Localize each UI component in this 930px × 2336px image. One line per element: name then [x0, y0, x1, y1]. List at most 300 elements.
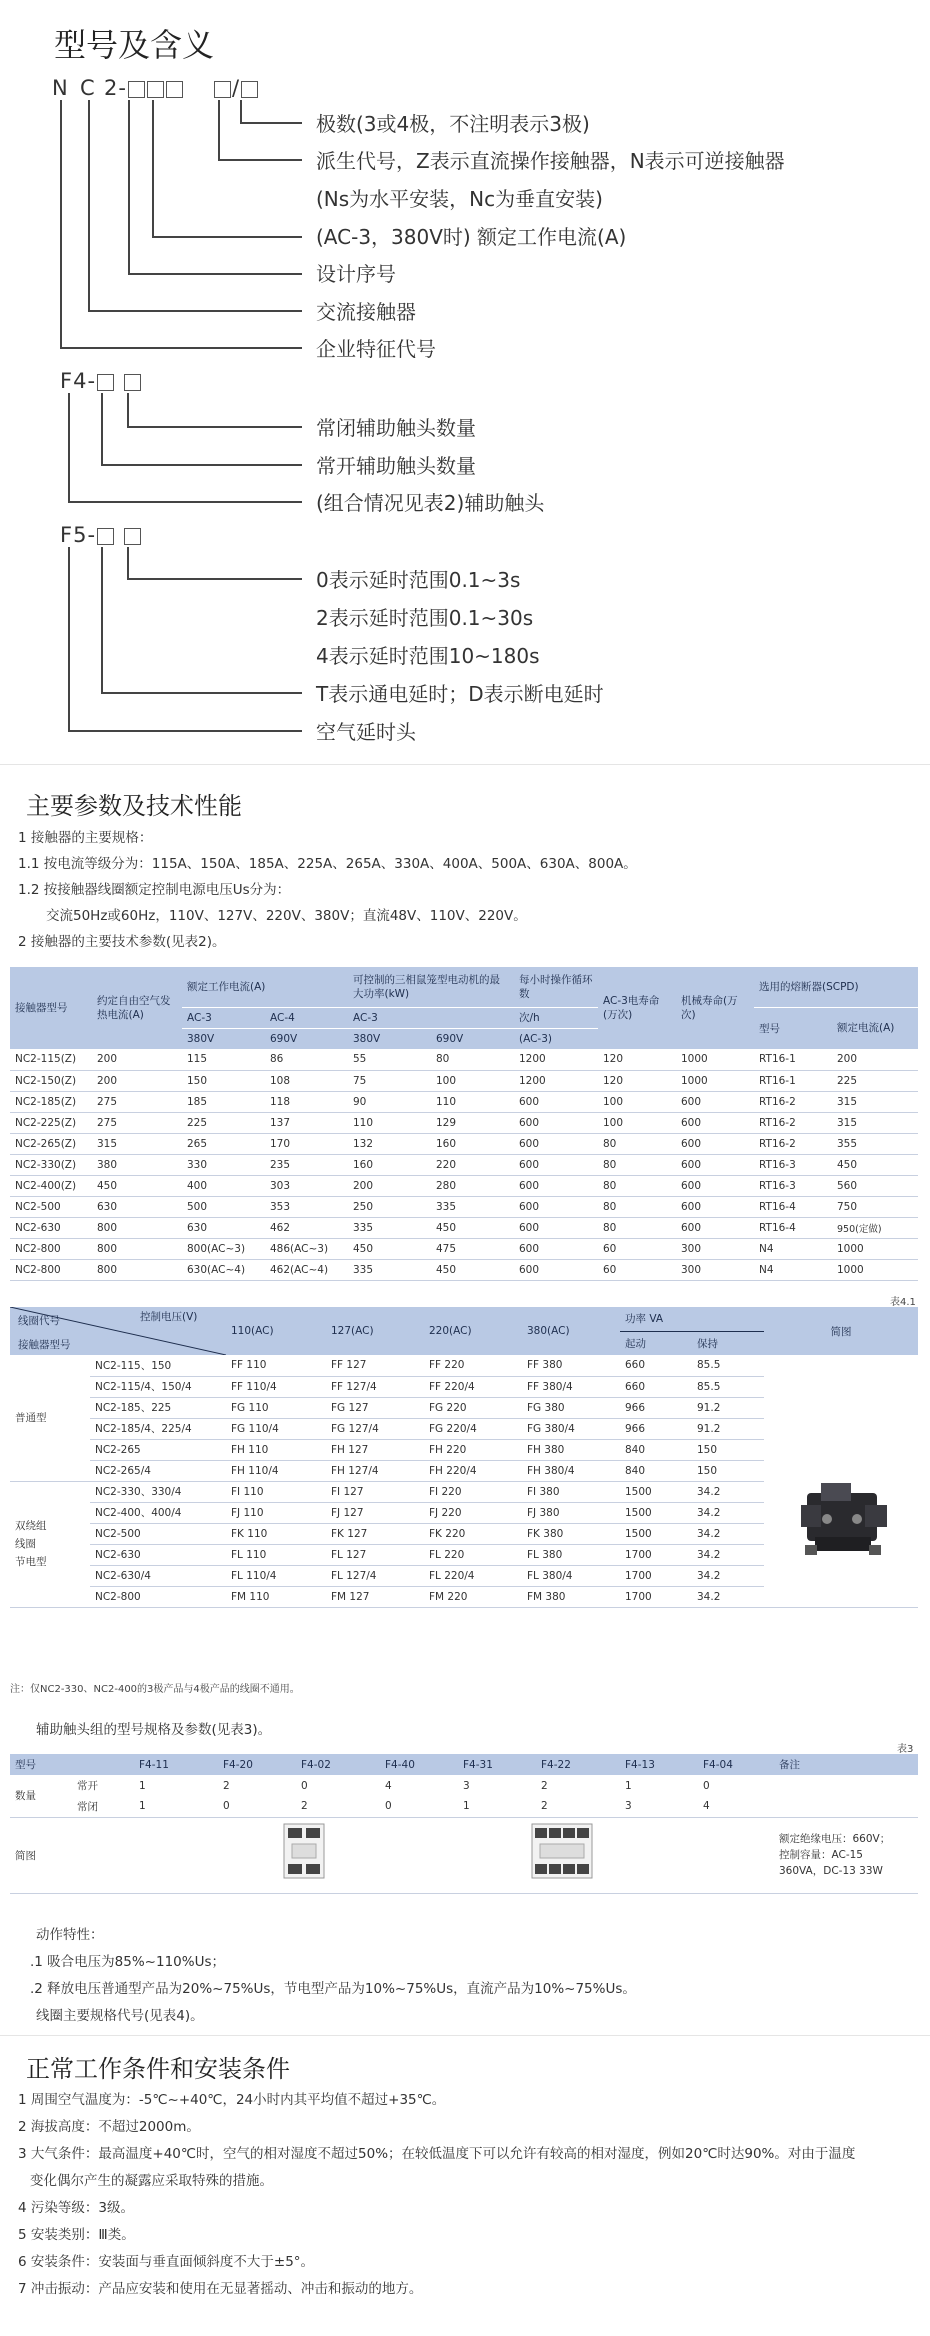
param-line: 1 接触器的主要规格： — [18, 830, 153, 846]
table-cell: FG 127 — [326, 1397, 424, 1418]
table-cell: 280 — [431, 1175, 514, 1196]
table-cell: 225 — [182, 1112, 265, 1133]
table-cell: FF 380/4 — [522, 1376, 620, 1397]
table-cell: 275 — [92, 1112, 182, 1133]
table-cell: 600 — [514, 1175, 598, 1196]
table-cell: FG 220/4 — [424, 1418, 522, 1439]
table-cell: 600 — [514, 1196, 598, 1217]
table-cell: 115 — [182, 1049, 265, 1070]
table-cell: 129 — [431, 1112, 514, 1133]
diag-header-cell — [10, 1307, 226, 1355]
table-cell: 335 — [348, 1259, 431, 1280]
table-cell: FF 110/4 — [226, 1376, 326, 1397]
col-ac4: AC-4 — [265, 1007, 348, 1028]
table-cell: 220 — [431, 1154, 514, 1175]
table-cell: 630 — [182, 1217, 265, 1238]
connector-line — [101, 547, 103, 693]
table-cell: N4 — [754, 1259, 832, 1280]
col-model: 接触器型号 — [15, 1002, 68, 1014]
table-cell: FK 380 — [522, 1523, 620, 1544]
table-cell: NC2-330(Z) — [10, 1154, 92, 1175]
table-cell: 600 — [514, 1238, 598, 1259]
connector-line — [152, 100, 154, 237]
table-cell: 966 — [620, 1397, 692, 1418]
table-cell: 450 — [92, 1175, 182, 1196]
table-cell: FH 380 — [522, 1439, 620, 1460]
table-cell: 0 — [380, 1796, 458, 1817]
table-cell: 60 — [598, 1259, 676, 1280]
table-cell: 200 — [92, 1049, 182, 1070]
table-cell: 355 — [832, 1133, 918, 1154]
table-cell: 108 — [265, 1070, 348, 1091]
f5-item: 空气延时头 — [316, 720, 416, 744]
table-cell: 275 — [92, 1091, 182, 1112]
connector-line — [101, 464, 302, 466]
connector-line — [128, 100, 130, 274]
table-cell: 80 — [598, 1217, 676, 1238]
condition-line: 3 大气条件：最高温度+40℃时，空气的相对湿度不超过50%；在较低温度下可以允许有较高的相对湿度，例如20℃时达90%。对由于温度 — [18, 2146, 856, 2162]
table-cell: 34.2 — [692, 1481, 764, 1502]
table-cell: NC2-800 — [10, 1259, 92, 1280]
col-f4-02: F4-02 — [301, 1758, 331, 1771]
table41-label: 表4.1 — [890, 1297, 916, 1308]
col-f4-11: F4-11 — [139, 1758, 169, 1771]
col-remarks: 备注 — [779, 1759, 800, 1771]
nc-label: 常闭 — [72, 1796, 134, 1817]
table-cell: 85.5 — [692, 1355, 764, 1376]
table-cell: FF 127 — [326, 1355, 424, 1376]
coil-code-label: 线圈代号 — [18, 1315, 60, 1327]
table-cell: 2 — [536, 1796, 620, 1817]
col-mech: 机械寿命(万次) — [681, 995, 738, 1021]
table-cell: 500 — [182, 1196, 265, 1217]
col-type: 型号 — [15, 1759, 36, 1771]
table-cell: 4 — [698, 1796, 774, 1817]
connector-line — [240, 122, 302, 124]
table-cell: NC2-265(Z) — [10, 1133, 92, 1154]
table-cell: RT16-1 — [754, 1049, 832, 1070]
nc-item: 极数(3或4极，不注明表示3极) — [316, 112, 590, 136]
table-cell: NC2-115/4、150/4 — [90, 1376, 226, 1397]
connector-line — [88, 100, 90, 311]
connector-line — [68, 393, 70, 502]
table-cell: 335 — [431, 1196, 514, 1217]
f5-item: T表示通电延时；D表示断电延时 — [316, 682, 604, 706]
col-freq-ac3: (AC-3) — [514, 1028, 598, 1049]
table-cell: 315 — [832, 1112, 918, 1133]
table-cell: 600 — [676, 1091, 754, 1112]
table-cell: FM 220 — [424, 1586, 522, 1607]
table-cell: RT16-3 — [754, 1154, 832, 1175]
f5-item: 4表示延时范围10~180s — [316, 644, 540, 668]
table-cell: NC2-630 — [90, 1544, 226, 1565]
table-cell: 137 — [265, 1112, 348, 1133]
placeholder-box — [124, 528, 141, 545]
table-cell: NC2-115(Z) — [10, 1049, 92, 1070]
table-cell: 200 — [832, 1049, 918, 1070]
section-title-model: 型号及含义 — [54, 26, 215, 64]
table-cell: 660 — [620, 1376, 692, 1397]
remark-line: 控制容量：AC-15 — [779, 1849, 863, 1861]
table-cell: 75 — [348, 1070, 431, 1091]
table-cell: 1700 — [620, 1544, 692, 1565]
f4-item: (组合情况见表2)辅助触头 — [316, 491, 545, 515]
table-cell: 600 — [676, 1175, 754, 1196]
table-cell: NC2-400(Z) — [10, 1175, 92, 1196]
table-cell: 1500 — [620, 1481, 692, 1502]
action-line: 动作特性： — [36, 1927, 104, 1943]
connector-line — [127, 547, 129, 579]
table-cell: 1 — [139, 1779, 146, 1792]
nc-code — [52, 76, 69, 100]
table-cell: 800 — [92, 1259, 182, 1280]
table-row — [10, 1217, 918, 1238]
table-cell: 1 — [625, 1779, 632, 1792]
col-fuse-current: 额定电流(A) — [832, 1007, 918, 1049]
table-cell: 118 — [265, 1091, 348, 1112]
connector-line — [68, 730, 302, 732]
table-cell: FH 220/4 — [424, 1460, 522, 1481]
table-cell: 0 — [703, 1779, 710, 1792]
table-cell: 80 — [598, 1154, 676, 1175]
connector-line — [101, 393, 103, 465]
condition-line: 1 周围空气温度为：-5℃~+40℃，24小时内其平均值不超过+35℃。 — [18, 2092, 446, 2108]
connector-line — [60, 100, 62, 348]
table-cell: 600 — [514, 1112, 598, 1133]
table-cell: 80 — [598, 1133, 676, 1154]
table-cell: FI 127 — [326, 1481, 424, 1502]
table-cell: FF 220/4 — [424, 1376, 522, 1397]
table-cell: 91.2 — [692, 1418, 764, 1439]
nc-code-dash: 2- — [104, 76, 127, 100]
params-table — [10, 967, 918, 1281]
col-f4-31: F4-31 — [463, 1758, 493, 1771]
connector-line — [68, 547, 70, 731]
connector-line — [152, 236, 302, 238]
table-cell: NC2-330、330/4 — [90, 1481, 226, 1502]
table-cell: FK 127 — [326, 1523, 424, 1544]
table-cell: 120 — [598, 1070, 676, 1091]
condition-line: 5 安装类别：Ⅲ类。 — [18, 2227, 135, 2243]
f5-code-prefix: F5- — [60, 523, 97, 547]
placeholder-box — [124, 374, 141, 391]
table-cell: 1000 — [832, 1259, 918, 1280]
table-cell: 600 — [676, 1196, 754, 1217]
table-cell: 200 — [348, 1175, 431, 1196]
table-cell: 630(AC~4) — [182, 1259, 265, 1280]
table-cell: 100 — [431, 1070, 514, 1091]
table-cell: FL 110/4 — [226, 1565, 326, 1586]
table-cell: FF 220 — [424, 1355, 522, 1376]
table-cell: 1000 — [676, 1070, 754, 1091]
col-f4-22: F4-22 — [541, 1758, 571, 1771]
table-cell: 225 — [832, 1070, 918, 1091]
table-cell: FM 127 — [326, 1586, 424, 1607]
connector-line — [218, 159, 302, 161]
connector-line — [60, 347, 302, 349]
table-cell: 800 — [92, 1217, 182, 1238]
param-line: 1.1 按电流等级分为：115A、150A、185A、225A、265A、330A、400A、500A、630A、800A。 — [18, 856, 637, 872]
control-voltage-label: 控制电压(V) — [140, 1311, 198, 1323]
table-cell: NC2-265/4 — [90, 1460, 226, 1481]
table-cell: 150 — [692, 1439, 764, 1460]
connector-line — [218, 100, 220, 160]
table-cell: 462(AC~4) — [265, 1259, 348, 1280]
table-cell: FL 380 — [522, 1544, 620, 1565]
table-cell: RT16-4 — [754, 1217, 832, 1238]
table-cell: NC2-185/4、225/4 — [90, 1418, 226, 1439]
table-cell: NC2-150(Z) — [10, 1070, 92, 1091]
nc-code-rest — [104, 76, 184, 100]
table-cell: 462 — [265, 1217, 348, 1238]
table-cell: 1000 — [676, 1049, 754, 1070]
table-cell: NC2-800 — [90, 1586, 226, 1607]
table-cell: FJ 127 — [326, 1502, 424, 1523]
table-cell: 660 — [620, 1355, 692, 1376]
table-cell: 750 — [832, 1196, 918, 1217]
placeholder-box — [241, 81, 258, 98]
table-cell: 34.2 — [692, 1544, 764, 1565]
connector-line — [127, 426, 302, 428]
f5-item: 0表示延时范围0.1~3s — [316, 568, 521, 592]
table-cell: 250 — [348, 1196, 431, 1217]
table-cell: RT16-2 — [754, 1112, 832, 1133]
condition-line: 2 海拔高度：不超过2000m。 — [18, 2119, 200, 2135]
remark-line: 360VA，DC-13 33W — [779, 1865, 883, 1877]
col-freq-unit: 次/h — [514, 1007, 598, 1028]
table-cell: 0 — [218, 1796, 296, 1817]
table-cell: NC2-185(Z) — [10, 1091, 92, 1112]
table-cell: 600 — [676, 1112, 754, 1133]
table-cell: 600 — [676, 1217, 754, 1238]
table-cell: 0 — [301, 1779, 308, 1792]
connector-line — [128, 273, 302, 275]
col-start: 起动 — [620, 1331, 692, 1355]
table-cell: 560 — [832, 1175, 918, 1196]
col-freq: 每小时操作循环数 — [519, 973, 593, 1000]
col-690v: 690V — [265, 1028, 348, 1049]
table-cell: 150 — [692, 1460, 764, 1481]
table3-intro: 辅助触头组的型号规格及参数(见表3)。 — [36, 1722, 272, 1738]
table-cell: FI 380 — [522, 1481, 620, 1502]
table-cell: 1500 — [620, 1523, 692, 1544]
table-cell: 486(AC~3) — [265, 1238, 348, 1259]
group-label-line: 双绕组 — [15, 1520, 47, 1532]
table-header-row — [10, 1307, 918, 1331]
col-rated: 额定工作电流(A) — [187, 980, 266, 993]
table-cell: RT16-4 — [754, 1196, 832, 1217]
table-cell: FM 110 — [226, 1586, 326, 1607]
table-cell: 300 — [676, 1259, 754, 1280]
table-cell: FJ 220 — [424, 1502, 522, 1523]
table-cell: NC2-500 — [10, 1196, 92, 1217]
f4-item: 常开辅助触头数量 — [316, 454, 476, 478]
table-cell: 34.2 — [692, 1523, 764, 1544]
f5-code — [60, 523, 142, 547]
table-row — [10, 1817, 918, 1893]
table-cell: RT16-2 — [754, 1091, 832, 1112]
table-cell: FI 110 — [226, 1481, 326, 1502]
table3-label: 表3 — [897, 1744, 914, 1755]
table-cell: 132 — [348, 1133, 431, 1154]
table-cell: 800 — [92, 1238, 182, 1259]
connector-line — [127, 393, 129, 427]
table-cell: NC2-115、150 — [90, 1355, 226, 1376]
figure-cell — [134, 1817, 774, 1893]
nc-item: 企业特征代号 — [316, 337, 436, 361]
table-cell: 120 — [598, 1049, 676, 1070]
table-cell: 3 — [620, 1796, 698, 1817]
table-cell: 4 — [385, 1779, 392, 1792]
table-cell: 1 — [134, 1796, 218, 1817]
table-cell: 475 — [431, 1238, 514, 1259]
table-cell: FH 110 — [226, 1439, 326, 1460]
col-110: 110(AC) — [231, 1325, 274, 1337]
table-row — [10, 1259, 918, 1280]
section-title-conditions: 正常工作条件和安装条件 — [26, 2055, 290, 2083]
table-row — [10, 1175, 918, 1196]
table-cell: 185 — [182, 1091, 265, 1112]
table-cell: FG 380/4 — [522, 1418, 620, 1439]
table-cell: FK 220 — [424, 1523, 522, 1544]
table-cell: 1700 — [620, 1565, 692, 1586]
aux-contact-table — [10, 1754, 918, 1894]
table-cell: 840 — [620, 1460, 692, 1481]
col-thermal: 约定自由空气发热电流(A) — [97, 995, 171, 1021]
table-cell: FG 380 — [522, 1397, 620, 1418]
table-cell: FL 220 — [424, 1544, 522, 1565]
nc-code-slash: / — [232, 76, 241, 100]
table-cell: 265 — [182, 1133, 265, 1154]
group-label-saving — [10, 1481, 90, 1607]
table-cell: N4 — [754, 1238, 832, 1259]
group-label-line: 线圈 — [15, 1538, 36, 1550]
table-cell: FG 220 — [424, 1397, 522, 1418]
action-line: 线圈主要规格代号(见表4)。 — [36, 2008, 204, 2024]
table-row — [10, 1112, 918, 1133]
f4-code-prefix: F4- — [60, 369, 97, 393]
table-cell: 303 — [265, 1175, 348, 1196]
table-header-row — [10, 1754, 918, 1775]
table-cell: NC2-225(Z) — [10, 1112, 92, 1133]
table-cell: 1000 — [832, 1238, 918, 1259]
table-cell: NC2-800 — [10, 1238, 92, 1259]
table-cell: 600 — [514, 1259, 598, 1280]
table-cell: FK 110 — [226, 1523, 326, 1544]
connector-line — [68, 501, 302, 503]
nc-item: (AC-3，380V时) 额定工作电流(A) — [316, 225, 627, 249]
condition-line: 变化偶尔产生的凝露应采取特殊的措施。 — [30, 2173, 273, 2189]
placeholder-box — [97, 374, 114, 391]
placeholder-box — [147, 81, 164, 98]
connector-line — [88, 310, 302, 312]
table-cell: RT16-3 — [754, 1175, 832, 1196]
table-row — [10, 1154, 918, 1175]
table-cell: 2 — [296, 1796, 380, 1817]
col-ac3: AC-3 — [182, 1007, 265, 1028]
table-row — [10, 1775, 918, 1796]
table-cell: NC2-185、225 — [90, 1397, 226, 1418]
model-label: 接触器型号 — [18, 1339, 71, 1351]
table-cell: 80 — [431, 1049, 514, 1070]
table-cell: FH 380/4 — [522, 1460, 620, 1481]
table-cell: 966 — [620, 1418, 692, 1439]
table-cell: 34.2 — [692, 1502, 764, 1523]
col-127: 127(AC) — [331, 1325, 374, 1337]
action-line: .1 吸合电压为85%~110%Us； — [30, 1954, 225, 1970]
table-cell: 800(AC~3) — [182, 1238, 265, 1259]
section-title-params: 主要参数及技术性能 — [26, 792, 242, 820]
col-figure: 简图 — [830, 1325, 852, 1338]
table-cell: 1 — [458, 1796, 536, 1817]
table-cell: 330 — [182, 1154, 265, 1175]
table-cell: 80 — [598, 1196, 676, 1217]
remarks-cell — [774, 1817, 918, 1893]
table-cell: 1200 — [514, 1049, 598, 1070]
table-cell: 90 — [348, 1091, 431, 1112]
table-cell: 235 — [265, 1154, 348, 1175]
placeholder-box — [128, 81, 145, 98]
table-row — [10, 1091, 918, 1112]
table-cell: RT16-1 — [754, 1070, 832, 1091]
condition-line: 7 冲击振动：产品应安装和使用在无显著摇动、冲击和振动的地方。 — [18, 2281, 423, 2297]
table-cell: FL 380/4 — [522, 1565, 620, 1586]
table-cell: 1700 — [620, 1586, 692, 1607]
table-cell: 600 — [514, 1133, 598, 1154]
table-cell: 34.2 — [692, 1565, 764, 1586]
col-fuse: 选用的熔断器(SCPD) — [759, 980, 859, 993]
table-cell: 600 — [676, 1154, 754, 1175]
group-label-line: 节电型 — [15, 1556, 47, 1568]
connector-line — [101, 692, 302, 694]
col-f4-04: F4-04 — [703, 1758, 733, 1771]
table-row — [10, 1049, 918, 1070]
condition-line: 6 安装条件：安装面与垂直面倾斜度不大于±5°。 — [18, 2254, 315, 2270]
figure-label: 简图 — [10, 1817, 134, 1893]
table-cell: NC2-500 — [90, 1523, 226, 1544]
table-cell: 1200 — [514, 1070, 598, 1091]
table-row — [10, 1196, 918, 1217]
table-cell: FH 127/4 — [326, 1460, 424, 1481]
table-cell: 950(定做) — [832, 1217, 918, 1238]
table-cell: 600 — [514, 1091, 598, 1112]
table-cell: 91.2 — [692, 1397, 764, 1418]
table-cell: 100 — [598, 1112, 676, 1133]
aux-contact-image — [530, 1822, 594, 1880]
section-divider — [0, 764, 930, 765]
table-cell: 160 — [431, 1133, 514, 1154]
table-cell: 400 — [182, 1175, 265, 1196]
table-cell: 315 — [832, 1091, 918, 1112]
placeholder-box — [97, 528, 114, 545]
col-power: 可控制的三相鼠笼型电动机的最大功率(kW) — [353, 973, 500, 1000]
f5-item: 2表示延时范围0.1~30s — [316, 606, 534, 630]
table-cell: FL 110 — [226, 1544, 326, 1565]
table-cell: FG 110 — [226, 1397, 326, 1418]
table-cell: FJ 380 — [522, 1502, 620, 1523]
table-cell: 80 — [598, 1175, 676, 1196]
table-cell: 150 — [182, 1070, 265, 1091]
col-power-ac3: AC-3 — [348, 1007, 514, 1028]
nc-item: 派生代号，Z表示直流操作接触器，N表示可逆接触器 — [316, 149, 785, 173]
col-690v: 690V — [431, 1028, 514, 1049]
table-cell: NC2-630/4 — [90, 1565, 226, 1586]
remark-line: 额定绝缘电压：660V； — [779, 1833, 891, 1845]
f4-code — [60, 369, 142, 393]
nc-item: 设计序号 — [316, 262, 396, 286]
table-cell: 450 — [431, 1217, 514, 1238]
table-cell: 315 — [92, 1133, 182, 1154]
